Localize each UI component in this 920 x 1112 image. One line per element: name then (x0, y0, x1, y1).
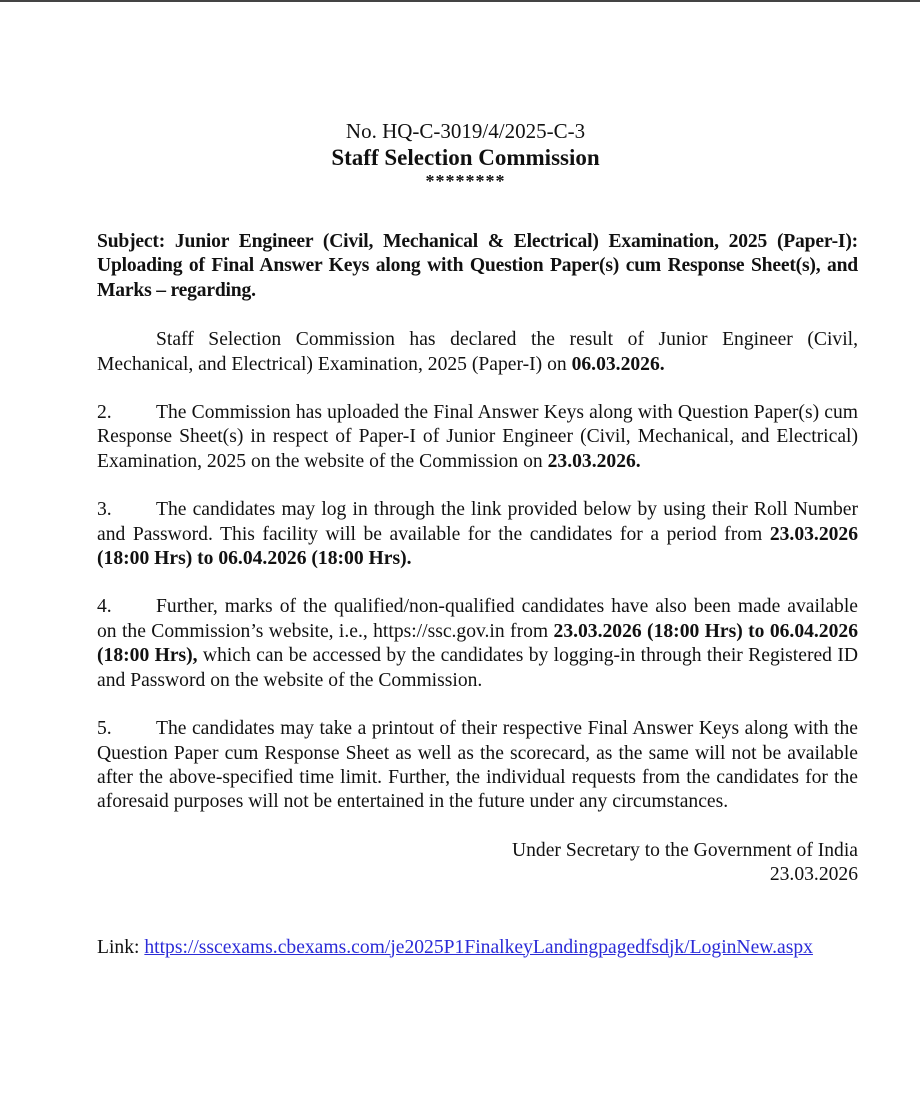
paragraph-4-text-before: Further, marks of the qualified/non-qualified candidates have also been made available on the Commission’s website, i.e., https://ssc.gov.in from (97, 596, 858, 642)
login-link[interactable]: https://sscexams.cbexams.com/je2025P1FinalkeyLandingpagedfsdjk/LoginNew.aspx (144, 936, 813, 958)
document-header (97, 118, 858, 190)
subject-line: Subject: Junior Engineer (Civil, Mechanical & Electrical) Examination, 2025 (Paper-I): Uploading of Final Answer Keys along with Question Paper(s) cum Response Sheet(s), and Marks – regarding. (97, 231, 858, 301)
paragraph-1-date: 06.03.2026. (571, 353, 665, 375)
paragraph-5-number: 5. (97, 718, 112, 740)
link-line (97, 936, 858, 960)
paragraph-2-date: 23.03.2026. (547, 450, 641, 472)
link-label: Link: (97, 936, 145, 958)
paragraph-1 (97, 328, 858, 377)
signatory-designation: Under Secretary to the Government of India (511, 839, 858, 861)
separator-stars: ******** (425, 171, 506, 191)
paragraph-2-text: The Commission has uploaded the Final Answer Keys along with Question Paper(s) cum Response Sheet(s) in respect of Paper-I of Junior Engineer (Civil, Mechanical, and Electrical) Examination, 2025 on the website of the Commission on (97, 402, 858, 472)
organization-name: Staff Selection Commission (331, 145, 600, 170)
paragraph-4-number: 4. (97, 596, 112, 618)
top-border (0, 0, 920, 2)
reference-number: No. HQ-C-3019/4/2025-C-3 (345, 119, 586, 143)
paragraph-2-number: 2. (97, 402, 112, 424)
notice-document (97, 118, 858, 960)
paragraph-2 (97, 401, 858, 474)
paragraph-3-text: The candidates may log in through the link provided below by using their Roll Number and Password. This facility will be available for the candidates for a period from (97, 499, 858, 545)
paragraph-1-text: Staff Selection Commission has declared the result of Junior Engineer (Civil, Mechanical, and Electrical) Examination, 2025 (Paper-I) on (97, 329, 858, 375)
paragraph-5-text: The candidates may take a printout of their respective Final Answer Keys along with the Question Paper cum Response Sheet as well as the scorecard, as the same will not be available after the above-specified time limit. Further, the individual requests from the candidates for the aforesaid purposes will not be entertained in the future under any circumstances. (97, 718, 858, 813)
signature-block (97, 839, 858, 888)
signature-date: 23.03.2026 (769, 864, 858, 886)
paragraph-4-period: 23.03.2026 (18:00 Hrs) to 06.04.2026 (18:00 Hrs), (97, 620, 858, 667)
paragraph-3 (97, 498, 858, 571)
paragraph-4-text-after: which can be accessed by the candidates by logging-in through their Registered ID and Password on the website of the Commission. (97, 645, 858, 691)
paragraph-3-period: 23.03.2026 (18:00 Hrs) to 06.04.2026 (18:00 Hrs). (97, 523, 858, 570)
paragraph-4 (97, 595, 858, 693)
paragraph-3-number: 3. (97, 499, 112, 521)
paragraph-5 (97, 717, 858, 815)
